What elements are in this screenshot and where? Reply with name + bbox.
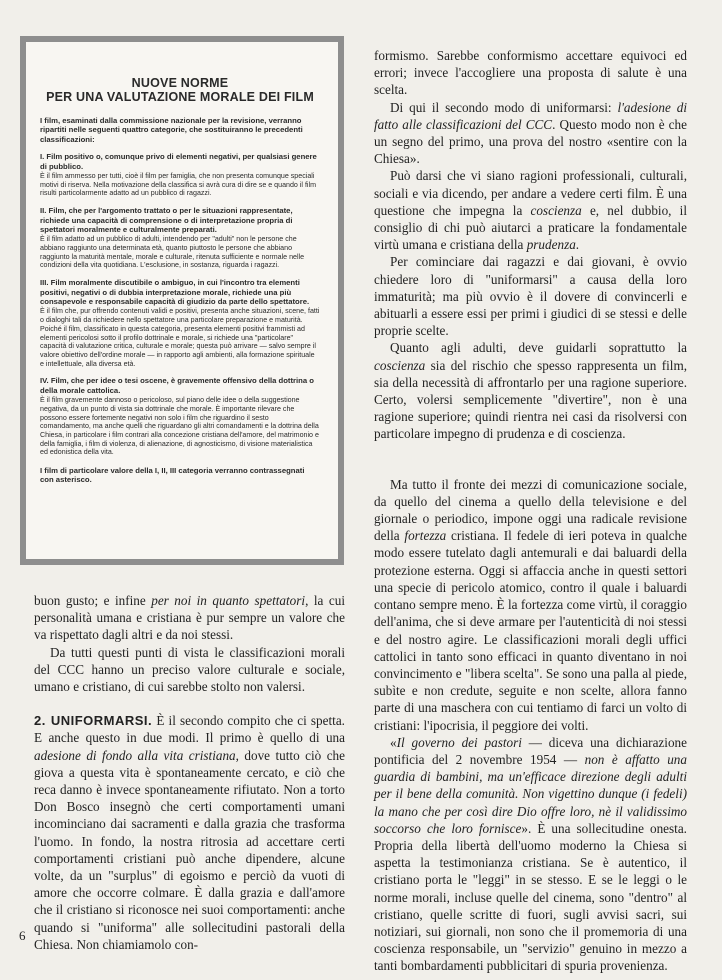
- right-paragraph-6: [374, 476, 687, 734]
- film-norms-box: [20, 36, 344, 565]
- category-1-heading: I. Film positivo o, comunque privo di elementi negativi, per qualsiasi genere di pubblico.: [40, 152, 317, 171]
- text-run: — diceva una dichiarazione pontificia del 2 novembre 1954 —: [374, 734, 687, 767]
- text-run: Può darsi che vi siano ragioni professionali, culturali, sociali e via dicendo, per andare a vedere certi film. È una questione che impegna la: [374, 168, 687, 218]
- italic-run: l'adesione di fatto alle classificazioni del CCC: [374, 99, 687, 132]
- right-paragraph-1: formismo. Sarebbe conformismo accettare equivoci ed errori; invece l'accogliere una proposta di salute è una scelta.: [374, 48, 687, 98]
- italic-run: prudenza: [526, 237, 576, 253]
- text-run: e, nel dubbio, il consiglio di chi può aiutarci a praticare la fondamentale virtù umana e cristiana della: [374, 202, 687, 253]
- category-2-heading: II. Film, che per l'argomento trattato o per le situazioni rappresentate, richiede una capacità di comprensione o di interpretazione propria di spettatori moralmente e culturalmente preparati.: [40, 206, 293, 234]
- category-2-text: È il film adatto ad un pubblico di adulti, intendendo per "adulti" non le persone che abbiano raggiunto una determinata età, quanto piuttosto le persone che abbiano raggiunto la maturità mentale, morale e culturale, ritenuta sufficiente e normale nelle condizioni della vita quotidiana. L'esclusione, in sostanza, riguarda i ragazzi.: [40, 235, 305, 270]
- text-run: «: [390, 734, 397, 750]
- right-paragraph-5: [374, 339, 687, 442]
- right-paragraph-7: [374, 734, 687, 975]
- right-paragraph-4: Per cominciare dai ragazzi e dai giovani, è ovvio chiedere loro di "uniformarsi" a causa della loro immaturità; ma più ovvio è il dovere di convincerli e abituarli a essere essi per primi i giudici di se stessi e delle proprie scelte.: [374, 254, 687, 339]
- text-run: È il secondo compito che ci spetta. E anche questo in due modi. Il primo è quello di una: [34, 713, 345, 746]
- text-run: . Questo modo non è che un segno del primo, una prova del nostro «sentire con la Chiesa».: [374, 116, 687, 167]
- right-paragraph-2: [374, 99, 687, 168]
- left-paragraph-1: [34, 592, 345, 644]
- italic-run: coscienza: [374, 357, 426, 373]
- box-subtitle: PER UNA VALUTAZIONE MORALE DEI FILM: [46, 90, 314, 104]
- right-column: [374, 47, 687, 975]
- text-run: buon gusto; e infine: [34, 593, 152, 608]
- text-run: .: [575, 237, 580, 253]
- section-2-paragraph: [34, 712, 345, 953]
- text-run: Di qui il secondo modo di uniformarsi:: [390, 99, 618, 115]
- box-title: NUOVE NORME: [131, 76, 229, 90]
- text-run: ». È una sollecitudine onesta. Propria della libertà dell'uomo moderno la Chiesa si aspetta la testimonianza cristiana. Se è autentico, il cristiano porta le "leggi" in se stesso. E se le leggi o le norme morali, incluse quelle del cinema, sono "dentro" al cristiano, quelle scritte di fuori, sugli avvisi sacri, sui notiziari, sui giornali, non sono che il promemoria di una coscienza responsabile, un "servizio" genuino in mezzo a tanti bombardamenti pubblicitari di spuria provenienza.: [374, 820, 687, 974]
- italic-run: non è affatto una guardia di bambini, ma un'efficace direzione degli adulti per il bene della comunità. Non vigettino dunque (i fedeli) la mano che per così dire Dio offre loro, nè il validissimo soccorso che loro fornisce: [374, 751, 687, 836]
- category-4-text: È il film gravemente dannoso o pericoloso, sul piano delle idee o della suggestione negativa, da un punto di vista sia dottrinale che morale. È importante rilevare che possono essere fortemente negativi non solo i film che riguardino il sesto comandamento, ma anche quelli che riguardano gli altri comandamenti e la dottrina della Chiesa, in particolare i film contrari alla concezione cristiana dell'amore, del matrimonio e della famiglia, i film di violenza, di alienazione, di agnosticismo, di visione materialistica ed edonistica della vita.: [40, 396, 319, 457]
- text-run: , dove tutto ciò che giova a questa vita è spontaneamente cercato, e ciò che reca danno è invece spontaneamente rifiutato. Non a torto Don Bosco insegnò che certi comportamenti umani incominciano dai sacramenti e dalla grazia che trasforma l'uomo. In fondo, la nostra ritrosia ad accettare certi comportamenti cristiani può anche dipendere, alcune volte, da un "surplus" di egoismo e perciò da vuoti di amore che occorre colmare. È dalla grazia e dall'amore che il cristiano si riconosce nei suoi comportamenti: anche quando si "uniforma" alle sollecitudini pastorali della Chiesa. Non chiamiamolo con-: [34, 747, 345, 952]
- italic-run: per noi in quanto spettatori: [151, 593, 306, 608]
- text-run: Ma tutto il fronte dei mezzi di comunicazione sociale, da quello del cinema a quello della televisione e del giornale o periodico, impone oggi una radicale revisione della: [374, 476, 687, 544]
- italic-run: fortezza: [404, 528, 447, 544]
- page-number: 6: [19, 928, 26, 943]
- box-lead: I film, esaminati dalla commissione nazionale per la revisione, verranno ripartiti nelle seguenti quattro categorie, che sostituiranno le precedenti classificazioni:: [40, 116, 303, 144]
- left-paragraph-2: Da tutti questi punti di vista le classificazioni morali del CCC hanno un preciso valore culturale e sociale, umano e cristiano, di cui sarebbe stolto non valersi.: [34, 644, 345, 695]
- text-run: cristiana. Il fedele di ieri poteva in qualche modo essere tutelato dagli antemurali e dai baluardi della protezione esterna. Oggi si affaccia anche in questi settori una specie di pericolo atomico, contro il quale i baluardi contano sempre meno. È la fortezza come virtù, il coraggio dell'anima, che si deve armare per l'autenticità di noi stessi e del nostro agire. Le classificazioni morali degli uffici cattolici in tanto sono efficaci in quanto diventano in noi convincimento e "libera scelta". Se sono una palla al piede, subìte e non credute, seguite e non scelte, allora fanno parte di una maschera con cui tentiamo di farci un volto di cristiani: l'ipocrisia, il peggiore dei volti.: [374, 528, 687, 733]
- category-1-text: È il film ammesso per tutti, cioè il film per famiglia, che non presenta comunque speciali motivi di riserva. Nella motivazione della classifica si avrà cura di dire se e quando il film risulti particolarmente adatto ad un pubblico di ragazzi.: [40, 172, 316, 198]
- text-run: sia del rischio che spesso rappresenta un film, sia della necessità di affrontarlo per una ragione superiore. Certo, volersi semplicemente "divertire", non è una ragione superiore; quindi rientra nei casi da risolversi con particolare impegno di prudenza e di coscienza.: [374, 357, 687, 442]
- section-heading: 2. UNIFORMARSI.: [34, 713, 153, 729]
- box-closing-note: I film di particolare valore della I, II, III categoria verranno contrassegnati con asterisco.: [40, 466, 305, 485]
- text-run: Quanto agli adulti, deve guidarli soprattutto la: [390, 340, 687, 356]
- italic-run: coscienza: [530, 202, 582, 218]
- text-run: , la cui personalità umana e cristiana è pur sempre un valore che va rispettato dagli altri e da noi stessi.: [34, 593, 345, 643]
- category-4-heading: IV. Film, che per idee o tesi oscene, è gravemente offensivo della dottrina o della morale cattolica.: [40, 376, 314, 395]
- category-3-heading: III. Film moralmente discutibile o ambiguo, in cui l'incontro tra elementi positivi, negativi o di dubbia interpretazione morale, richiede una più consapevole e responsabile capacità di giudizio da parte dello spettatore.: [40, 278, 310, 306]
- category-3-text: È il film che, pur offrendo contenuti validi e positivi, presenta anche situazioni, scene, fatti o dialoghi tali da richiedere nello spettatore una particolare preparazione e maturità. Poiché il film, classificato in questa categoria, presenta elementi positivi frammisti ad elementi pericolosi sotto il profilo dottrinale e morale, si richiede una "particolare" capacità di valutazione critica, culturale e morale; questa può arrivare — salvo sempre il valore obiettivo dell'ordine morale — in rapporto agli ambienti, alla formazione spirituale e intellettuale, alla diversa età.: [40, 307, 320, 368]
- right-paragraph-3: [374, 167, 687, 253]
- left-column: [34, 592, 345, 953]
- italic-run: Il governo dei pastori: [396, 734, 522, 750]
- italic-run: adesione di fondo alla vita cristiana: [34, 747, 236, 763]
